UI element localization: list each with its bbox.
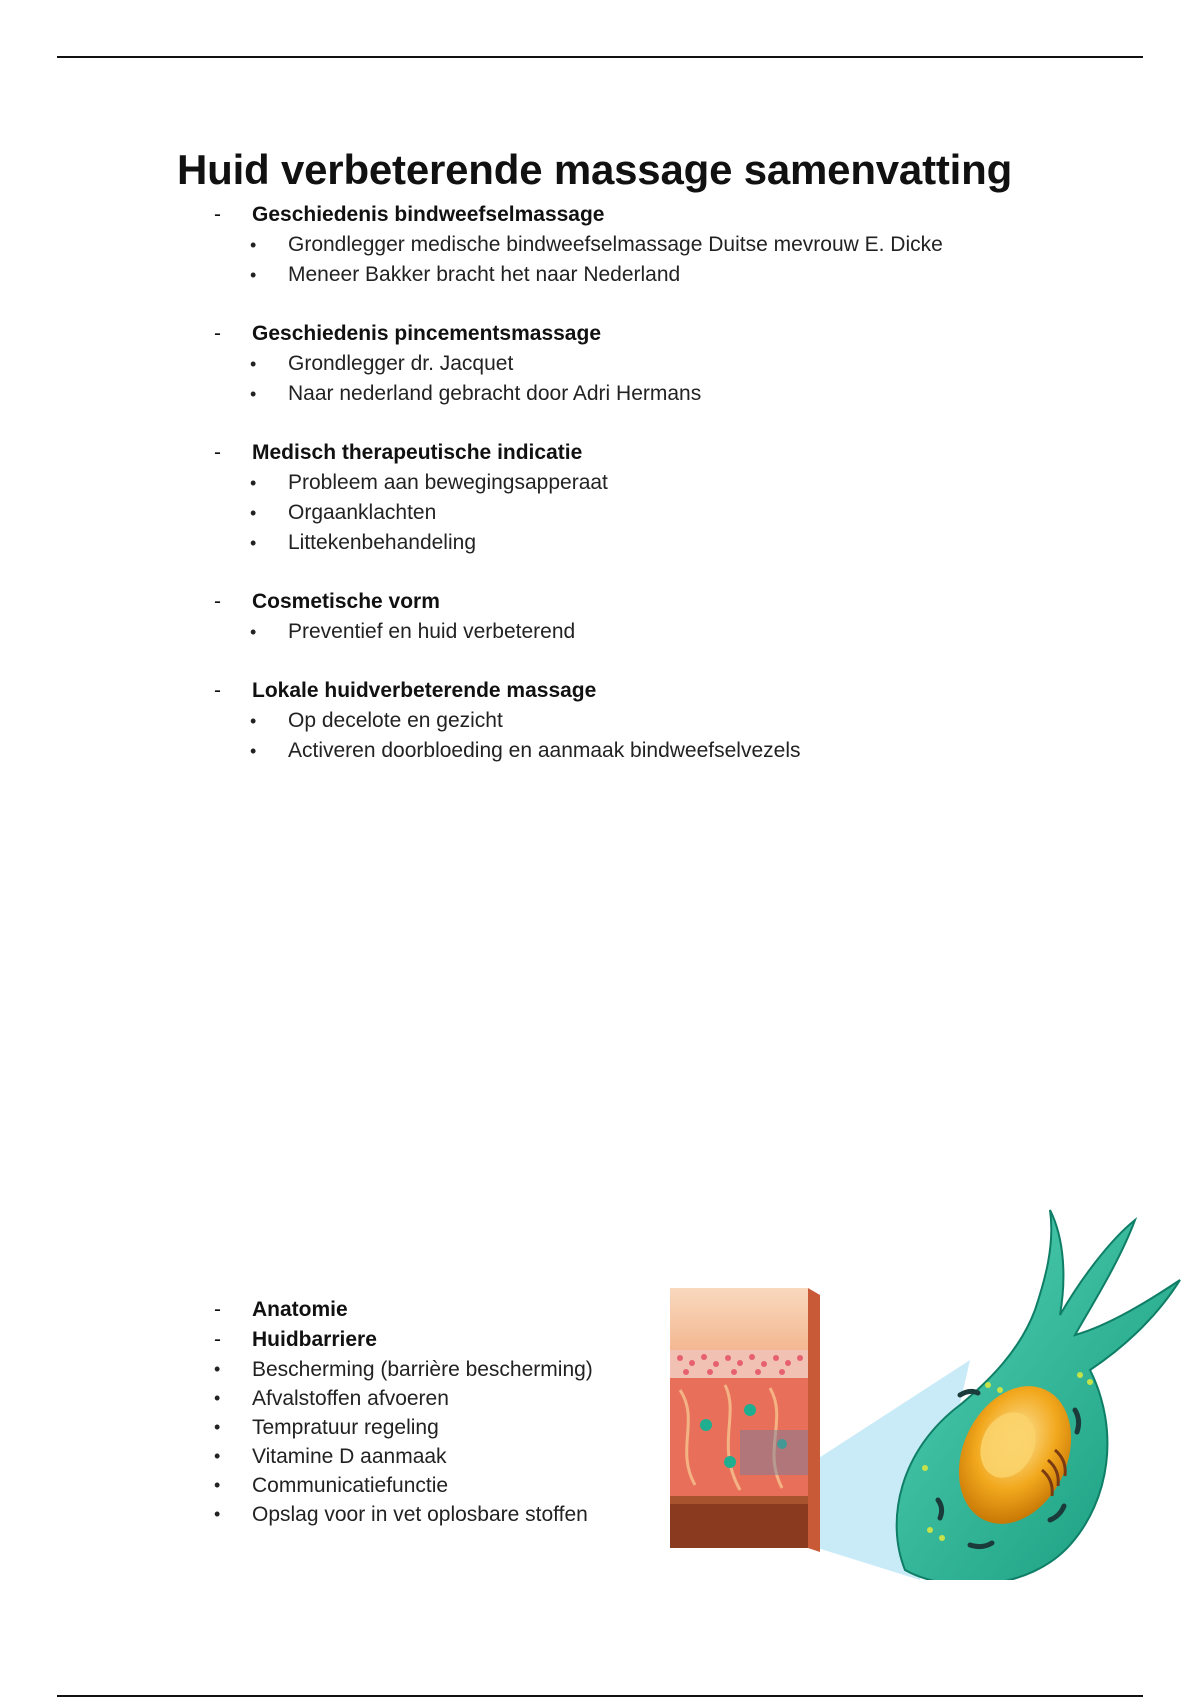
list-item [214, 528, 1114, 558]
section-heading [214, 200, 1114, 230]
section-medisch-therapeutische-indicatie [214, 438, 1114, 558]
bullet-marker: • [214, 1417, 221, 1437]
section-heading [214, 676, 1114, 706]
section-heading-text: Medisch therapeutische indicatie [252, 441, 583, 464]
list-item-text: Opslag voor in vet oplosbare stoffen [252, 1503, 588, 1526]
list-item-text: Op decelote en gezicht [288, 709, 503, 732]
list-item [214, 498, 1114, 528]
bullet-marker: • [214, 1388, 221, 1408]
list-item-text: Communicatiefunctie [252, 1474, 449, 1497]
list-item-text: Littekenbehandeling [288, 531, 476, 554]
section-geschiedenis-bindweefselmassage [214, 200, 1114, 290]
bullet-marker: • [250, 503, 257, 523]
section-heading [214, 319, 1114, 349]
dash-marker: - [214, 203, 221, 226]
footer-rule [57, 1695, 1143, 1697]
section-heading [214, 587, 1114, 617]
list-item-text: Bescherming (barrière bescherming) [252, 1358, 593, 1381]
huidbarriere-heading-text: Huidbarriere [252, 1328, 377, 1351]
list-item-text: Naar nederland gebracht door Adri Hermans [288, 382, 702, 405]
bullet-marker: • [250, 622, 257, 642]
dash-marker: - [214, 441, 221, 464]
list-item-text: Activeren doorbloeding en aanmaak bindweefselvezels [288, 739, 801, 762]
page-title: Huid verbeterende massage samenvatting [177, 146, 1013, 193]
list-item [214, 468, 1114, 498]
bullet-marker: • [250, 533, 257, 553]
list-item-text: Tempratuur regeling [252, 1416, 439, 1439]
section-lokale-huidverbeterende-massage [214, 676, 1114, 766]
list-item-text: Orgaanklachten [288, 501, 437, 524]
bullet-marker: • [250, 384, 257, 404]
bullet-marker: • [250, 354, 257, 374]
bullet-marker: • [214, 1359, 221, 1379]
dash-marker: - [214, 1298, 221, 1321]
anatomy-heading-text: Anatomie [252, 1298, 348, 1321]
list-item-text: Preventief en huid verbeterend [288, 620, 576, 643]
summary-sections [214, 200, 1114, 795]
dash-marker: - [214, 1328, 221, 1351]
bullet-marker: • [250, 265, 257, 285]
list-item [214, 617, 1114, 647]
list-item [214, 1471, 644, 1500]
list-item-text: Grondlegger dr. Jacquet [288, 352, 514, 375]
dash-marker: - [214, 679, 221, 702]
bullet-marker: • [250, 235, 257, 255]
section-cosmetische-vorm [214, 587, 1114, 647]
list-item-text: Afvalstoffen afvoeren [252, 1387, 449, 1410]
bullet-marker: • [250, 473, 257, 493]
list-item [214, 1355, 644, 1384]
list-item [214, 349, 1114, 379]
section-heading-text: Lokale huidverbeterende massage [252, 679, 597, 702]
list-item-text: Vitamine D aanmaak [252, 1445, 447, 1468]
header-rule [57, 56, 1143, 58]
list-item-text: Meneer Bakker bracht het naar Nederland [288, 263, 681, 286]
list-item-text: Grondlegger medische bindweefselmassage Duitse mevrouw E. Dicke [288, 233, 943, 256]
list-item [214, 1384, 644, 1413]
list-item-text: Probleem aan bewegingsapperaat [288, 471, 608, 494]
list-item [214, 1442, 644, 1471]
skin-cell-illustration [670, 1200, 1200, 1580]
anatomy-section [214, 1295, 644, 1529]
list-item [214, 1413, 644, 1442]
section-heading [214, 438, 1114, 468]
list-item [214, 706, 1114, 736]
list-item [214, 260, 1114, 290]
section-geschiedenis-pincementsmassage [214, 319, 1114, 409]
dash-marker: - [214, 590, 221, 613]
bullet-marker: • [214, 1504, 221, 1524]
list-item [214, 230, 1114, 260]
skin-layers-block [670, 1288, 820, 1552]
section-heading-text: Geschiedenis bindweefselmassage [252, 203, 605, 226]
section-heading-text: Cosmetische vorm [252, 590, 440, 613]
anatomy-heading [214, 1295, 644, 1325]
bullet-marker: • [214, 1446, 221, 1466]
list-item [214, 736, 1114, 766]
bullet-marker: • [250, 741, 257, 761]
section-heading-text: Geschiedenis pincementsmassage [252, 322, 601, 345]
list-item [214, 379, 1114, 409]
bullet-marker: • [214, 1475, 221, 1495]
list-item [214, 1500, 644, 1529]
huidbarriere-heading [214, 1325, 644, 1355]
bullet-marker: • [250, 711, 257, 731]
dash-marker: - [214, 322, 221, 345]
